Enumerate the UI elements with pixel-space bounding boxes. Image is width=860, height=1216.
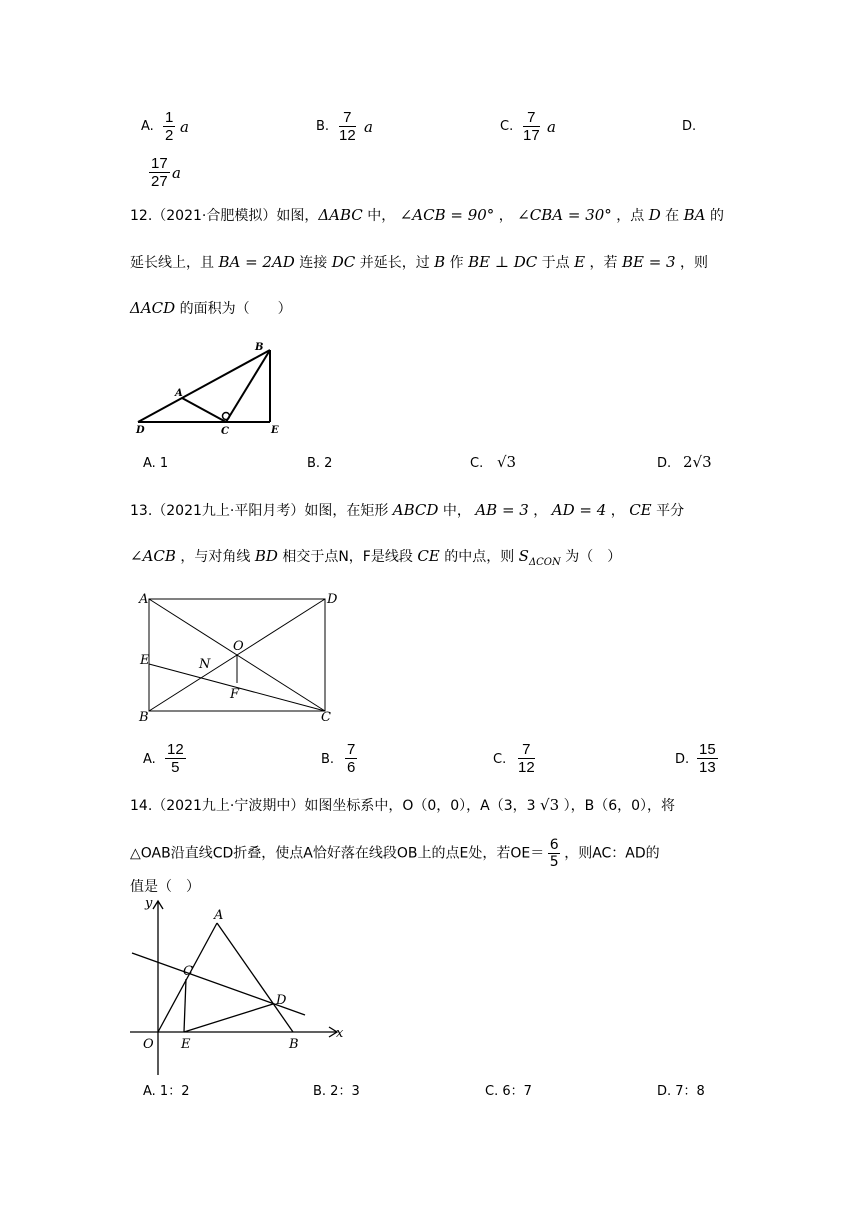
text: ，与对角线 — [175, 549, 255, 565]
q14-option-d: D. 7：8 — [657, 1084, 705, 1099]
text: ，则AC：AD的 — [564, 845, 660, 862]
math: ∠ACB = 90° — [399, 206, 495, 224]
fraction-numerator: 7 — [347, 741, 356, 758]
math: ABCD — [392, 501, 439, 519]
text: ， — [494, 208, 518, 224]
math: D — [648, 206, 661, 224]
text: ， — [528, 503, 552, 519]
text: 平分 — [651, 503, 685, 519]
math: ΔABC — [318, 206, 363, 224]
q11-option-a-var: a — [180, 118, 189, 136]
text: 中， — [362, 208, 400, 224]
q13-option-c-label: C. — [493, 752, 507, 767]
fraction-numerator: 7 — [343, 109, 352, 126]
q14-stem-line-3: 值是（ ） — [130, 879, 200, 895]
fraction-denominator: 5 — [549, 854, 559, 870]
question-number: 12.（2021·合肥模拟）如图， — [130, 208, 319, 224]
q14-fraction-oe — [548, 838, 560, 869]
q12-option-d-label: D. — [657, 456, 672, 471]
math: AD = 4 — [551, 501, 607, 519]
text: ，若 — [585, 255, 622, 271]
q12-label-d: D — [136, 425, 145, 436]
q12-option-c-label: C. — [470, 456, 484, 471]
q12-label-a: A — [175, 388, 183, 399]
q13-option-d-label: D. — [675, 752, 690, 767]
math: DC — [331, 253, 356, 271]
text: ，点 — [611, 208, 649, 224]
q13-option-a-label: A. — [143, 752, 156, 767]
q13-label-n: N — [199, 657, 211, 672]
text: 14.（2021九上·宁波期中）如图坐标系中，O（0，0），A（3，3 — [130, 798, 541, 814]
text: 连接 — [294, 255, 332, 271]
q13-stem-line-1 — [130, 500, 684, 521]
q12-label-e: E — [271, 425, 279, 436]
q11-option-c-var: a — [547, 118, 556, 136]
fraction-numerator: 6 — [549, 837, 559, 853]
q14-figure — [125, 895, 355, 1080]
q13-label-c: C — [321, 710, 331, 725]
q11-option-b-fraction — [339, 110, 356, 143]
math: BE ⊥ DC — [468, 253, 538, 271]
fraction-denominator: 12 — [518, 759, 535, 776]
q14-option-a: A. 1：2 — [143, 1084, 190, 1099]
q14-label-c: C — [183, 964, 193, 979]
q12-label-b: B — [255, 342, 264, 353]
math: S — [518, 547, 529, 565]
q12-stem-line-3 — [130, 298, 292, 319]
fraction-denominator: 2 — [165, 127, 174, 144]
q13-label-e: E — [140, 653, 150, 668]
fraction-denominator: 13 — [699, 759, 716, 776]
q14-option-b: B. 2：3 — [313, 1084, 360, 1099]
math-subscript: ΔCON — [528, 556, 561, 568]
q13-option-c-fraction — [518, 742, 535, 775]
q11-option-c-fraction — [523, 110, 540, 143]
q12-option-c-value: √3 — [497, 453, 517, 471]
q14-option-c: C. 6：7 — [485, 1084, 532, 1099]
fraction-numerator: 7 — [522, 741, 531, 758]
q12-figure — [130, 338, 290, 436]
math: B — [434, 253, 446, 271]
q14-label-e: E — [181, 1037, 191, 1052]
text: 的 — [705, 208, 724, 224]
q13-option-a-fraction — [165, 742, 186, 775]
q12-option-b: B. 2 — [307, 456, 333, 471]
math: BA = 2AD — [218, 253, 295, 271]
q11-option-d-label: D. — [682, 119, 697, 134]
text: △OAB沿直线CD折叠，使点A恰好落在线段OB上的点E处，若OE＝ — [130, 845, 545, 862]
q11-option-b-var: a — [364, 118, 373, 136]
math: CE — [629, 501, 652, 519]
fraction-numerator: 7 — [527, 109, 536, 126]
math: BD — [254, 547, 278, 565]
text: 在 — [660, 208, 684, 224]
math: BE = 3 — [621, 253, 676, 271]
text: ， — [606, 503, 630, 519]
text: 相交于点N，F是线段 — [277, 549, 418, 565]
text: 作 — [445, 255, 469, 271]
q13-stem-line-2 — [130, 546, 621, 573]
q13-option-b-fraction — [345, 742, 357, 775]
q12-option-a: A. 1 — [143, 456, 169, 471]
math: √3 — [540, 796, 560, 814]
fraction-denominator: 6 — [347, 759, 356, 776]
q14-stem-line-2 — [130, 838, 660, 869]
fraction-denominator: 27 — [151, 173, 168, 190]
math: ∠CBA = 30° — [517, 206, 612, 224]
q13-option-d-fraction — [697, 742, 718, 775]
text: 延长线上，且 — [130, 255, 219, 271]
math: BA — [683, 206, 706, 224]
q11-option-d-fraction — [149, 156, 170, 189]
q11-option-b-label: B. — [316, 119, 330, 134]
q14-label-d: D — [276, 993, 287, 1008]
q14-axis-x-label: x — [336, 1026, 344, 1041]
q12-stem-line-1 — [130, 205, 724, 226]
math: ∠ACB — [130, 547, 176, 565]
fraction-numerator: 17 — [151, 155, 168, 172]
q13-label-o: O — [233, 639, 244, 654]
q13-figure — [130, 588, 350, 728]
q11-option-a-label: A. — [141, 119, 154, 134]
q14-label-a: A — [214, 908, 224, 923]
q13-label-d: D — [327, 592, 338, 607]
q14-axis-y-label: y — [145, 896, 153, 911]
text: 的面积为（ ） — [175, 301, 292, 317]
fraction-denominator: 17 — [523, 127, 540, 144]
math: ΔACD — [130, 299, 176, 317]
q13-option-b-label: B. — [321, 752, 335, 767]
fraction-denominator: 5 — [171, 759, 180, 776]
fraction-numerator: 1 — [165, 109, 174, 126]
q11-option-a-fraction — [163, 110, 175, 143]
fraction-numerator: 12 — [167, 741, 184, 758]
q12-label-c: C — [221, 426, 229, 436]
text: 中， — [438, 503, 476, 519]
text: ，则 — [675, 255, 709, 271]
text: 为（ ） — [560, 549, 622, 565]
text: 并延长，过 — [355, 255, 435, 271]
q11-option-d-var: a — [172, 164, 181, 182]
q11-option-c-label: C. — [500, 119, 514, 134]
q14-label-o: O — [143, 1037, 154, 1052]
text: 的中点，则 — [439, 549, 519, 565]
q12-stem-line-2 — [130, 252, 708, 273]
text: ），B（6，0），将 — [559, 798, 676, 814]
q13-label-a: A — [139, 592, 149, 607]
math: CE — [417, 547, 440, 565]
question-number: 13.（2021九上·平阳月考）如图，在矩形 — [130, 503, 393, 519]
q13-label-f: F — [230, 687, 240, 702]
text: 于点 — [537, 255, 575, 271]
q14-label-b: B — [289, 1037, 299, 1052]
q13-label-b: B — [139, 710, 149, 725]
q14-stem-line-1 — [130, 795, 675, 816]
fraction-numerator: 15 — [699, 741, 716, 758]
q12-option-d-value: 2√3 — [683, 453, 712, 471]
fraction-denominator: 12 — [339, 127, 356, 144]
math: AB = 3 — [475, 501, 529, 519]
math: E — [574, 253, 586, 271]
